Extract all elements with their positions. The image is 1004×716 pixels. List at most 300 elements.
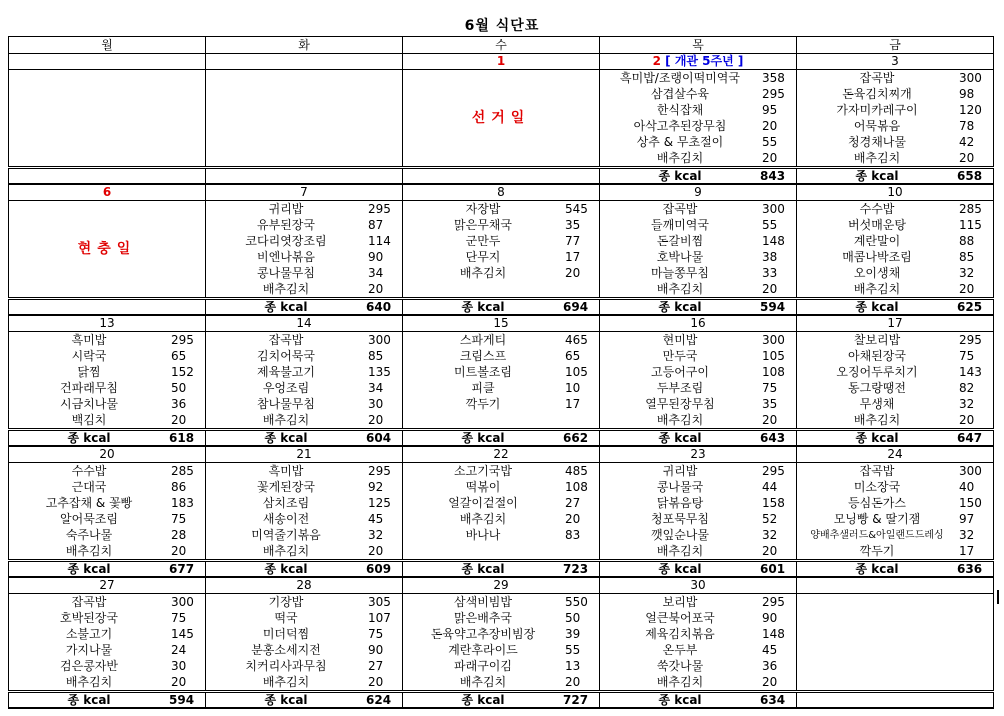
dish-name: 맑은무채국 bbox=[454, 217, 512, 232]
date-number: 2 bbox=[652, 54, 661, 68]
dish-name: 떡국 bbox=[274, 610, 298, 625]
menu-item bbox=[206, 396, 402, 412]
dish-kcal: 295 bbox=[762, 463, 785, 478]
total-row bbox=[9, 168, 994, 185]
menu-item bbox=[797, 412, 993, 428]
date-cell-thu bbox=[600, 446, 797, 463]
dish-name: 배추김치 bbox=[459, 265, 507, 280]
dish-kcal: 34 bbox=[368, 265, 384, 280]
dish-name: 시금치나물 bbox=[60, 396, 118, 411]
dish-kcal: 20 bbox=[762, 412, 778, 427]
total-cell-wed bbox=[403, 430, 600, 447]
dish-name: 배추김치 bbox=[262, 412, 310, 427]
total-cell-tue bbox=[206, 299, 403, 316]
menu-item bbox=[797, 511, 993, 527]
menu-item bbox=[797, 201, 993, 217]
total-label: 종 kcal bbox=[67, 561, 111, 576]
menu-item bbox=[403, 217, 599, 233]
total-cell-mon bbox=[9, 168, 206, 185]
dish-name: 검은콩자반 bbox=[60, 658, 118, 673]
dish-name: 배추김치 bbox=[656, 281, 704, 296]
total-box bbox=[600, 300, 796, 314]
dish-kcal: 28 bbox=[171, 527, 187, 542]
menu-item bbox=[600, 281, 796, 297]
menu-item bbox=[600, 380, 796, 396]
date-cell-mon bbox=[9, 54, 206, 70]
menu-cell-tue bbox=[206, 463, 403, 561]
dish-kcal: 105 bbox=[762, 348, 785, 363]
total-box bbox=[797, 431, 993, 445]
holiday-box bbox=[403, 70, 599, 166]
menu-item bbox=[403, 380, 599, 396]
total-kcal: 594 bbox=[169, 692, 195, 707]
menu-item bbox=[403, 249, 599, 265]
dish-name: 잡곡밥 bbox=[859, 463, 895, 478]
dish-kcal: 295 bbox=[762, 86, 785, 101]
page-title: 6월 식단표 bbox=[464, 18, 540, 34]
date-cell-thu bbox=[600, 184, 797, 201]
menu-item bbox=[797, 348, 993, 364]
menu-item bbox=[206, 201, 402, 217]
total-cell-thu bbox=[600, 692, 797, 709]
menu-item bbox=[206, 281, 402, 297]
total-box bbox=[9, 562, 205, 576]
dish-name: 들깨미역국 bbox=[651, 217, 709, 232]
date-cell-wed bbox=[403, 54, 600, 70]
holiday-box bbox=[9, 201, 205, 297]
date-cell-tue bbox=[206, 446, 403, 463]
dish-name: 버섯매운탕 bbox=[848, 217, 906, 232]
date-cell-tue bbox=[206, 315, 403, 332]
dish-name: 돈갈비찜 bbox=[656, 233, 704, 248]
dish-kcal: 300 bbox=[171, 594, 194, 609]
menu-item bbox=[600, 463, 796, 479]
dish-kcal: 17 bbox=[565, 396, 581, 411]
dish-kcal: 158 bbox=[762, 495, 785, 510]
menu-item bbox=[403, 201, 599, 217]
total-label: 종 kcal bbox=[658, 299, 702, 314]
dish-kcal: 20 bbox=[959, 281, 975, 296]
menu-item bbox=[600, 233, 796, 249]
dish-name: 만두국 bbox=[662, 348, 698, 363]
menu-item bbox=[403, 463, 599, 479]
dish-kcal: 20 bbox=[171, 412, 187, 427]
dish-name: 알어묵조림 bbox=[60, 511, 118, 526]
dish-kcal: 150 bbox=[959, 495, 982, 510]
menu-item bbox=[403, 479, 599, 495]
total-kcal: 658 bbox=[957, 168, 983, 183]
menu-item bbox=[797, 527, 993, 543]
dish-kcal: 305 bbox=[368, 594, 391, 609]
menu-item bbox=[206, 543, 402, 559]
menu-cell-mon bbox=[9, 463, 206, 561]
total-box bbox=[206, 562, 402, 576]
total-box bbox=[9, 431, 205, 445]
dish-name: 분홍소세지전 bbox=[251, 642, 321, 657]
dish-kcal: 55 bbox=[762, 134, 778, 149]
date-number: 6 bbox=[102, 185, 112, 199]
total-cell-tue bbox=[206, 430, 403, 447]
dish-name: 상추 & 무초절이 bbox=[636, 134, 724, 149]
total-box bbox=[600, 693, 796, 707]
dish-kcal: 44 bbox=[762, 479, 778, 494]
total-row bbox=[9, 561, 994, 578]
dish-name: 콩나물국 bbox=[656, 479, 704, 494]
menu-item bbox=[206, 217, 402, 233]
dish-kcal: 183 bbox=[171, 495, 194, 510]
total-cell-tue bbox=[206, 561, 403, 578]
dish-kcal: 10 bbox=[565, 380, 581, 395]
menu-cell-tue bbox=[206, 594, 403, 692]
dish-kcal: 135 bbox=[368, 364, 391, 379]
total-kcal: 843 bbox=[760, 168, 786, 183]
menu-item bbox=[206, 364, 402, 380]
date-number: 22 bbox=[493, 447, 509, 461]
menu-item bbox=[797, 102, 993, 118]
dish-name: 잡곡밥 bbox=[859, 70, 895, 85]
dish-name: 잡곡밥 bbox=[268, 332, 304, 347]
dish-name: 배추김치 bbox=[459, 511, 507, 526]
dish-kcal: 50 bbox=[565, 610, 581, 625]
dish-kcal: 42 bbox=[959, 134, 975, 149]
menu-item bbox=[9, 396, 205, 412]
total-kcal: 640 bbox=[366, 299, 392, 314]
date-number: 9 bbox=[694, 185, 702, 199]
dish-kcal: 83 bbox=[565, 527, 581, 542]
dish-kcal: 295 bbox=[959, 332, 982, 347]
date-number: 24 bbox=[887, 447, 903, 461]
dish-name: 삼색비빔밥 bbox=[454, 594, 512, 609]
date-cell-wed bbox=[403, 446, 600, 463]
weekday-fri: 금 bbox=[797, 37, 994, 54]
date-number: 20 bbox=[99, 447, 115, 461]
dish-name: 파래구이김 bbox=[454, 658, 512, 673]
menu-cell-tue bbox=[206, 201, 403, 299]
menu-item bbox=[206, 527, 402, 543]
dish-name: 양배추샐러드&아일랜드드레싱 bbox=[810, 529, 944, 541]
dish-kcal: 32 bbox=[762, 527, 778, 542]
dish-kcal: 20 bbox=[959, 150, 975, 165]
menu-cell-mon bbox=[9, 70, 206, 168]
dish-kcal: 24 bbox=[171, 642, 187, 657]
dish-name: 참나물무침 bbox=[257, 396, 315, 411]
menu-item bbox=[797, 332, 993, 348]
dish-name: 아채된장국 bbox=[848, 348, 906, 363]
date-number: 14 bbox=[296, 316, 312, 330]
dish-kcal: 78 bbox=[959, 118, 975, 133]
menu-row bbox=[9, 332, 994, 430]
menu-item bbox=[797, 495, 993, 511]
total-label: 종 kcal bbox=[855, 430, 899, 445]
date-cell-fri bbox=[797, 54, 994, 70]
date-cell-fri bbox=[797, 315, 994, 332]
dish-name: 고추잡채 & 꽃빵 bbox=[45, 495, 133, 510]
menu-item bbox=[206, 610, 402, 626]
dish-name: 김치어묵국 bbox=[257, 348, 315, 363]
dish-kcal: 120 bbox=[959, 102, 982, 117]
dish-kcal: 75 bbox=[171, 610, 187, 625]
dish-name: 모닝빵 & 딸기잼 bbox=[833, 511, 921, 526]
total-box bbox=[206, 431, 402, 445]
dish-name: 무생채 bbox=[859, 396, 895, 411]
dish-kcal: 300 bbox=[368, 332, 391, 347]
dish-name: 비엔나볶음 bbox=[257, 249, 315, 264]
date-number: 8 bbox=[497, 185, 505, 199]
dish-name: 삼치조림 bbox=[262, 495, 310, 510]
dish-kcal: 20 bbox=[565, 674, 581, 689]
menu-item bbox=[797, 380, 993, 396]
total-box bbox=[797, 169, 993, 183]
total-kcal: 647 bbox=[957, 430, 983, 445]
dish-name: 수수밥 bbox=[859, 201, 895, 216]
menu-item bbox=[600, 86, 796, 102]
total-cell-fri bbox=[797, 430, 994, 447]
total-box bbox=[206, 693, 402, 707]
dish-kcal: 95 bbox=[762, 102, 778, 117]
dish-name: 동그랑땡전 bbox=[848, 380, 906, 395]
dish-kcal: 65 bbox=[171, 348, 187, 363]
total-kcal: 594 bbox=[760, 299, 786, 314]
dish-kcal: 152 bbox=[171, 364, 194, 379]
date-row bbox=[9, 446, 994, 463]
dish-name: 쑥갓나물 bbox=[656, 658, 704, 673]
menu-item bbox=[9, 527, 205, 543]
dish-kcal: 35 bbox=[565, 217, 581, 232]
total-kcal: 634 bbox=[760, 692, 786, 707]
menu-cell-thu bbox=[600, 594, 797, 692]
menu-cell-wed bbox=[403, 70, 600, 168]
dish-name: 가지나물 bbox=[65, 642, 113, 657]
menu-cell-mon bbox=[9, 594, 206, 692]
total-kcal: 677 bbox=[169, 561, 195, 576]
dish-kcal: 145 bbox=[171, 626, 194, 641]
dish-kcal: 114 bbox=[368, 233, 391, 248]
menu-item bbox=[206, 642, 402, 658]
total-label: 종 kcal bbox=[461, 430, 505, 445]
dish-name: 미트볼조림 bbox=[454, 364, 512, 379]
dish-kcal: 39 bbox=[565, 626, 581, 641]
menu-item bbox=[600, 249, 796, 265]
total-label: 종 kcal bbox=[855, 168, 899, 183]
menu-item bbox=[206, 265, 402, 281]
menu-item bbox=[206, 233, 402, 249]
menu-cell-mon bbox=[9, 332, 206, 430]
menu-item bbox=[600, 658, 796, 674]
weekday-tue: 화 bbox=[206, 37, 403, 54]
total-box bbox=[403, 562, 599, 576]
dish-name: 수수밥 bbox=[71, 463, 107, 478]
menu-row bbox=[9, 201, 994, 299]
menu-item bbox=[403, 642, 599, 658]
total-label: 종 kcal bbox=[658, 430, 702, 445]
date-number: 3 bbox=[891, 54, 899, 68]
menu-item bbox=[403, 364, 599, 380]
dish-kcal: 20 bbox=[762, 150, 778, 165]
total-label: 종 kcal bbox=[658, 561, 702, 576]
menu-item bbox=[9, 674, 205, 690]
total-cell-thu bbox=[600, 430, 797, 447]
menu-cell-wed bbox=[403, 463, 600, 561]
date-row bbox=[9, 315, 994, 332]
dish-name: 제육불고기 bbox=[257, 364, 315, 379]
menu-item bbox=[600, 118, 796, 134]
total-label: 종 kcal bbox=[264, 561, 308, 576]
date-cell-wed bbox=[403, 577, 600, 594]
dish-name: 오징어두루치기 bbox=[836, 364, 918, 379]
total-label: 종 kcal bbox=[658, 168, 702, 183]
total-kcal: 604 bbox=[366, 430, 392, 445]
total-cell-mon bbox=[9, 561, 206, 578]
date-number: 13 bbox=[99, 316, 115, 330]
menu-item bbox=[797, 217, 993, 233]
dish-kcal: 86 bbox=[171, 479, 187, 494]
dish-name: 숙주나물 bbox=[65, 527, 113, 542]
dish-name: 마늘쫑무침 bbox=[651, 265, 709, 280]
menu-item bbox=[9, 364, 205, 380]
dish-kcal: 97 bbox=[959, 511, 975, 526]
dish-name: 깍두기 bbox=[859, 543, 895, 558]
menu-item bbox=[600, 201, 796, 217]
date-cell-thu bbox=[600, 315, 797, 332]
menu-cell-fri bbox=[797, 70, 994, 168]
dish-name: 배추김치 bbox=[262, 674, 310, 689]
date-cell-wed bbox=[403, 184, 600, 201]
meal-plan-table bbox=[8, 36, 994, 709]
weekday-wed: 수 bbox=[403, 37, 600, 54]
dish-name: 호박나물 bbox=[656, 249, 704, 264]
date-number: 16 bbox=[690, 316, 706, 330]
menu-cell-thu bbox=[600, 332, 797, 430]
menu-item bbox=[797, 364, 993, 380]
dish-kcal: 295 bbox=[762, 594, 785, 609]
dish-kcal: 20 bbox=[565, 511, 581, 526]
dish-name: 우엉조림 bbox=[262, 380, 310, 395]
menu-item bbox=[600, 364, 796, 380]
total-label: 종 kcal bbox=[855, 561, 899, 576]
dish-name: 배추김치 bbox=[65, 674, 113, 689]
menu-item bbox=[600, 527, 796, 543]
dish-kcal: 465 bbox=[565, 332, 588, 347]
dish-name: 열무된장무침 bbox=[645, 396, 715, 411]
dish-name: 두부조림 bbox=[656, 380, 704, 395]
date-number: 10 bbox=[887, 185, 903, 199]
dish-kcal: 295 bbox=[368, 201, 391, 216]
total-box bbox=[797, 300, 993, 314]
menu-cell-fri bbox=[797, 201, 994, 299]
dish-kcal: 295 bbox=[171, 332, 194, 347]
menu-item bbox=[797, 70, 993, 86]
dish-kcal: 27 bbox=[565, 495, 581, 510]
total-label: 종 kcal bbox=[855, 299, 899, 314]
weekday-header-row bbox=[9, 37, 994, 54]
date-cell-tue bbox=[206, 54, 403, 70]
menu-item bbox=[206, 658, 402, 674]
dish-name: 피클 bbox=[471, 380, 495, 395]
menu-item bbox=[600, 348, 796, 364]
dish-kcal: 300 bbox=[959, 70, 982, 85]
menu-item bbox=[9, 332, 205, 348]
menu-item bbox=[600, 479, 796, 495]
dish-kcal: 108 bbox=[762, 364, 785, 379]
menu-item bbox=[403, 348, 599, 364]
menu-item bbox=[206, 348, 402, 364]
dish-kcal: 115 bbox=[959, 217, 982, 232]
dish-name: 잡곡밥 bbox=[71, 594, 107, 609]
menu-item bbox=[206, 511, 402, 527]
date-cell-wed bbox=[403, 315, 600, 332]
dish-name: 청경채나물 bbox=[848, 134, 906, 149]
menu-item bbox=[9, 412, 205, 428]
menu-item bbox=[600, 70, 796, 86]
dish-kcal: 20 bbox=[959, 412, 975, 427]
dish-kcal: 20 bbox=[171, 674, 187, 689]
dish-name: 백김치 bbox=[71, 412, 107, 427]
dish-name: 청포묵무침 bbox=[651, 511, 709, 526]
menu-item bbox=[600, 511, 796, 527]
dish-name: 소고기국밥 bbox=[454, 463, 512, 478]
menu-row bbox=[9, 463, 994, 561]
total-box bbox=[403, 693, 599, 707]
menu-cell-wed bbox=[403, 201, 600, 299]
dish-kcal: 36 bbox=[171, 396, 187, 411]
total-box bbox=[600, 562, 796, 576]
dish-name: 소불고기 bbox=[65, 626, 113, 641]
dish-name: 등심돈가스 bbox=[848, 495, 906, 510]
menu-item bbox=[797, 265, 993, 281]
menu-item bbox=[600, 102, 796, 118]
total-cell-fri bbox=[797, 561, 994, 578]
total-cell-thu bbox=[600, 299, 797, 316]
menu-item bbox=[797, 233, 993, 249]
total-label: 종 kcal bbox=[264, 299, 308, 314]
date-cell-mon bbox=[9, 184, 206, 201]
dish-name: 깍두기 bbox=[465, 396, 501, 411]
dish-name: 미소장국 bbox=[853, 479, 901, 494]
dish-name: 흑미밥 bbox=[71, 332, 107, 347]
menu-cell-wed bbox=[403, 332, 600, 430]
dish-kcal: 143 bbox=[959, 364, 982, 379]
dish-name: 군만두 bbox=[465, 233, 501, 248]
menu-cell-tue bbox=[206, 332, 403, 430]
total-kcal: 694 bbox=[563, 299, 589, 314]
dish-name: 닭찜 bbox=[77, 364, 101, 379]
dish-kcal: 105 bbox=[565, 364, 588, 379]
menu-item bbox=[797, 543, 993, 559]
total-cell-tue bbox=[206, 168, 403, 185]
menu-item bbox=[9, 463, 205, 479]
total-cell-wed bbox=[403, 692, 600, 709]
dish-name: 치커리사과무침 bbox=[245, 658, 327, 673]
date-cell-fri bbox=[797, 446, 994, 463]
menu-item bbox=[403, 527, 599, 543]
dish-kcal: 82 bbox=[959, 380, 975, 395]
date-number: 28 bbox=[296, 578, 312, 592]
dish-name: 배추김치 bbox=[656, 412, 704, 427]
total-label: 종 kcal bbox=[67, 430, 111, 445]
menu-item bbox=[600, 543, 796, 559]
dish-kcal: 13 bbox=[565, 658, 581, 673]
menu-item bbox=[206, 332, 402, 348]
dish-kcal: 92 bbox=[368, 479, 384, 494]
total-box bbox=[403, 431, 599, 445]
dish-kcal: 30 bbox=[171, 658, 187, 673]
menu-item bbox=[797, 150, 993, 166]
date-cell-thu bbox=[600, 577, 797, 594]
total-label: 종 kcal bbox=[461, 561, 505, 576]
date-row bbox=[9, 184, 994, 201]
menu-item bbox=[403, 495, 599, 511]
dish-name: 호박된장국 bbox=[60, 610, 118, 625]
